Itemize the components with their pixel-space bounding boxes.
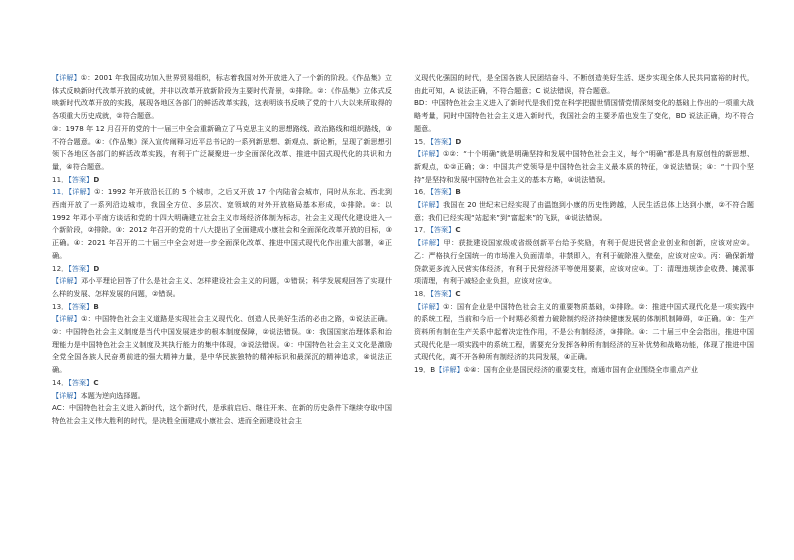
question-number: 16． bbox=[414, 187, 431, 197]
answer-letter: B bbox=[455, 187, 461, 197]
explanation-paragraph bbox=[52, 186, 392, 262]
explanation-tag: 【详解】 bbox=[52, 73, 81, 82]
answer-tag: 【答案】 bbox=[68, 301, 94, 311]
answer-line bbox=[414, 136, 754, 149]
answer-letter: D bbox=[93, 174, 100, 184]
answer-line bbox=[52, 377, 392, 390]
question-number: 17． bbox=[414, 225, 431, 235]
explanation-paragraph bbox=[414, 301, 754, 365]
explanation-paragraph bbox=[52, 275, 392, 300]
question-number: 19． bbox=[414, 365, 431, 375]
answer-letter: C bbox=[93, 377, 99, 387]
question-number: 12． bbox=[52, 263, 69, 273]
explanation-paragraph bbox=[414, 237, 754, 288]
question-number: 14． bbox=[52, 377, 69, 387]
explanation-text: 本题为逆向选择题。 bbox=[80, 390, 145, 400]
question-number: 11． bbox=[52, 174, 69, 184]
explanation-paragraph bbox=[414, 72, 754, 97]
answer-letter: B bbox=[430, 365, 436, 375]
explanation-text: ①：国有企业是中国特色社会主义的重要物质基础，①排除。②：推进中国式现代化是一项实践中的系统工程，当前和今后一个时期必须着力破除制约经济持续健康发展的体制机制障碍，②正确。③：生产资料所有制在生产关系中起着决定性作用，不是公有制经济，③排除。④：二十届三中全会指出，推进中国式现代化是一项实践中的系统工程，需要充分发挥各种所有制经济的互补优势和战略功能，体现了推进中国式现代化，离不开各种所有制经济的共同发展，④正确。 bbox=[414, 301, 754, 362]
left-column bbox=[52, 72, 392, 560]
answer-line bbox=[414, 224, 754, 237]
explanation-text: AC：中国特色社会主义进入新时代，这个新时代，是承前启后、继往开来、在新的历史条件下继续夺取中国特色社会主义伟大胜利的时代，是决胜全面建成小康社会、进而全面建设社会主 bbox=[52, 403, 392, 425]
answer-letter: B bbox=[93, 301, 99, 311]
explanation-paragraph bbox=[52, 390, 392, 403]
explanation-text: 甲：获批建设国家级或省级创新平台给予奖励，有利于促进民营企业创业和创新，应该对应②。乙：严格执行全国统一的市场准入负面清单，非禁即入，有利于破除准入壁垒，应该对应①。丙：确保新增贷款更多流入民营实体经济，有利于民营经济平等使用要素，应该对应④。丁：清理违规涉企收费、摊派事项清理，有利于减轻企业负担，应该对应③。 bbox=[414, 238, 754, 286]
answer-tag: 【答案】 bbox=[68, 377, 94, 387]
question-number: 18． bbox=[414, 288, 431, 298]
answer-explanation-line bbox=[414, 364, 754, 377]
explanation-tag: 【详解】 bbox=[52, 390, 81, 400]
explanation-paragraph bbox=[52, 313, 392, 377]
explanation-tag: 【详解】 bbox=[52, 314, 82, 324]
question-number: 15． bbox=[414, 136, 431, 146]
explanation-tag: 【详解】 bbox=[435, 365, 464, 375]
explanation-text: BD：中国特色社会主义进入了新时代是我们党在科学把握世情国情党情深刻变化的基础上作出的一项重大战略考量，同时中国特色社会主义进入新时代，我国社会的主要矛盾也发生了变化，BD 说法正确，均不符合题意。 bbox=[414, 98, 754, 133]
answer-line bbox=[52, 301, 392, 314]
answer-letter: C bbox=[455, 225, 461, 235]
explanation-tag: 【详解】 bbox=[414, 149, 443, 159]
question-number: 13． bbox=[52, 301, 69, 311]
explanation-text: 邓小平理论回答了什么是社会主义、怎样建设社会主义的问题，①错误；科学发展观回答了实现什么样的发展、怎样发展的问题，②错误。 bbox=[52, 276, 392, 298]
right-column bbox=[414, 72, 754, 560]
answer-line bbox=[52, 263, 392, 276]
answer-tag: 【答案】 bbox=[430, 187, 456, 197]
explanation-tag: 【详解】 bbox=[414, 238, 444, 248]
explanation-text: 义现代化强国的时代，是全国各族人民团结奋斗、不断创造美好生活、逐步实现全体人民共同富裕的时代，由此可知，A 说法正确，不符合题意；C 说法错误，符合题意。 bbox=[414, 73, 754, 95]
explanation-tag: 【详解】 bbox=[52, 276, 82, 286]
explanation-text: 我国在 20 世纪末已经实现了由温饱到小康的历史性跨越，人民生活总体上达到小康，②不符合题意；我们已经实现“站起来”到“富起来”的飞跃，④说法错误。 bbox=[414, 200, 754, 222]
explanation-text: ①：中国特色社会主义道路是实现社会主义现代化、创造人民美好生活的必由之路，①说法正确。②：中国特色社会主义制度是当代中国发展进步的根本制度保障，②说法错误。③：我国国家治理体系和治理能力是中国特色社会主义制度及其执行能力的集中体现，③说法错误。④：中国特色社会主义文化是激励全党全国各族人民奋勇前进的强大精神力量，是中华民族独特的精神标识和最深沉的精神追求，④说法正确。 bbox=[52, 314, 392, 375]
explanation-paragraph bbox=[52, 123, 392, 174]
answer-letter: C bbox=[455, 288, 461, 298]
explanation-text: ①：1992 年开放沿长江的 5 个城市，之后又开放 17 个内陆省会城市，同时从东北、西北到西南开放了一系列沿边城市，我国全方位、多层次、宽领域的对外开放格局基本形成，①排除。②：以 1992 年邓小平南方谈话和党的十四大明确建立社会主义市场经济体制为标志，社会主义现代化建设进入一个新阶段，②排除。③：2012 年召开的党的十八大提出了全面建成小康社会和全面深化改革开放的目标，③正确。④：2021 年召开的二十届三中全会对进一步全面深化改革、推进中国式现代化作出重大部署，④正确。 bbox=[52, 187, 393, 260]
explanation-paragraph bbox=[52, 72, 392, 123]
answer-tag: 【答案】 bbox=[430, 288, 456, 298]
explanation-paragraph bbox=[414, 148, 754, 186]
explanation-text: ③：1978 年 12 月召开的党的十一届三中全会重新确立了马克思主义的思想路线、政治路线和组织路线，③不符合题意。④：《作品集》深入宣传阐释习近平总书记的一系列新思想、新观点、新论断，呈现了新思想引领下各地区各部门的鲜活改革实践，有利于广泛凝聚进一步全面深化改革、推进中国式现代化的共识和力量，④符合题意。 bbox=[52, 123, 393, 171]
explanation-tag: 11．【详解】 bbox=[52, 187, 95, 197]
answer-line bbox=[414, 288, 754, 301]
answer-tag: 【答案】 bbox=[430, 136, 456, 146]
answer-line bbox=[52, 174, 392, 187]
explanation-text: ①②：“十个明确”就是明确坚持和发展中国特色社会主义，每个“明确”都是具有原创性的新思想、新观点，①②正确；③：中国共产党领导是中国特色社会主义最本质的特征，③说法错误；④：“十四个坚持”是坚持和发展中国特色社会主义的基本方略，④说法错误。 bbox=[414, 149, 754, 184]
answer-letter: D bbox=[93, 263, 100, 273]
explanation-paragraph bbox=[414, 199, 754, 224]
explanation-text: ①④：国有企业是国民经济的重要支柱，南通市国有企业围绕全市重点产业 bbox=[463, 365, 699, 375]
explanation-tag: 【详解】 bbox=[414, 200, 444, 210]
explanation-paragraph bbox=[52, 402, 392, 427]
answer-tag: 【答案】 bbox=[68, 263, 94, 273]
explanation-tag: 【详解】 bbox=[414, 301, 444, 311]
answer-tag: 【答案】 bbox=[430, 225, 456, 235]
explanation-paragraph bbox=[414, 97, 754, 135]
answer-tag: 【答案】 bbox=[68, 174, 94, 184]
answer-line bbox=[414, 186, 754, 199]
explanation-text: ①：2001 年我国成功加入世界贸易组织，标志着我国对外开放进入了一个新的阶段。《作品集》立体式反映新时代改革开放的成就，并非以改革开放新阶段为主要时代背景，①排除。②：《作品集》立体式反映新时代改革开放的实践，展现各地区各部门的鲜活改革实践，这表明该书反映了党的十八大以来所取得的各项重大历史成就，②符合题意。 bbox=[52, 73, 392, 121]
answer-letter: D bbox=[455, 136, 462, 146]
